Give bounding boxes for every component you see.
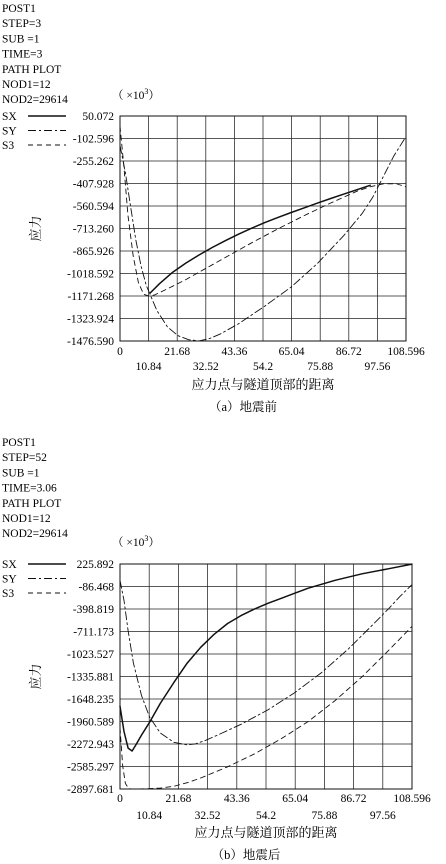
x-tick-label: 97.56 (369, 810, 396, 822)
x-tick-label: 54.2 (252, 361, 274, 373)
multiplier-exponent: 3 (144, 87, 149, 96)
y-axis-label: 应力 (28, 663, 43, 690)
chart-caption: （a）地震前 (208, 400, 278, 414)
y-tick-label: -407.928 (72, 178, 114, 191)
y-tick-label: -2585.297 (67, 761, 114, 774)
header-line: SUB =1 (2, 467, 40, 480)
header-line: TIME=3 (2, 48, 43, 61)
y-tick-label: -1023.527 (67, 649, 114, 661)
y-tick-label: -1476.590 (67, 336, 114, 348)
x-tick-label: 10.84 (136, 810, 163, 822)
y-tick-label: -1648.235 (67, 694, 114, 706)
legend-label: SX (2, 111, 17, 123)
x-tick-label: 108.596 (387, 346, 425, 358)
chart-panel-before-earthquake (0, 0, 446, 420)
header-line: NOD1=12 (2, 79, 51, 91)
y-tick-label: -1171.268 (67, 291, 114, 303)
x-axis-label: 应力点与隧道顶部的距离 (191, 377, 335, 392)
x-tick-label: 21.68 (165, 793, 192, 805)
y-tick-label: -1960.589 (67, 716, 114, 729)
y-axis-label: 应力 (28, 215, 43, 242)
multiplier-label (112, 534, 160, 549)
y-tick-label: -1335.881 (67, 671, 114, 684)
y-tick-label: -1323.924 (67, 313, 114, 326)
x-tick-label: 21.68 (164, 346, 191, 358)
header-line: SUB =1 (2, 33, 40, 46)
y-tick-label: -2272.943 (67, 739, 114, 751)
multiplier-label (112, 87, 160, 102)
header-line: NOD2=29614 (2, 528, 68, 541)
multiplier-text: （ ×10 (112, 90, 145, 102)
x-tick-label: 43.36 (221, 346, 248, 358)
chart-after-earthquake (0, 432, 446, 864)
multiplier-close: ） (148, 90, 160, 102)
header-line: TIME=3.06 (2, 482, 57, 495)
x-tick-label: 43.36 (223, 793, 250, 805)
y-tick-label: 50.072 (82, 111, 114, 123)
x-tick-label: 0 (117, 346, 123, 358)
legend-label: SX (2, 559, 17, 571)
series-line-sx (150, 185, 370, 293)
chart-panel-after-earthquake (0, 432, 446, 864)
y-tick-label: 225.892 (76, 559, 114, 571)
chart-before-earthquake (0, 0, 446, 420)
y-tick-label: -255.262 (72, 156, 114, 168)
header-line: POST1 (2, 3, 36, 15)
header-line: STEP=52 (2, 452, 47, 465)
x-tick-label: 65.04 (282, 793, 309, 805)
header-line: NOD1=12 (2, 513, 51, 525)
y-tick-label: -398.819 (72, 604, 114, 616)
x-tick-label: 86.72 (335, 346, 362, 358)
x-tick-label: 65.04 (278, 346, 305, 358)
x-tick-label: 75.88 (311, 810, 338, 822)
multiplier-close: ） (148, 537, 160, 549)
y-tick-label: -2897.681 (67, 784, 114, 796)
header-line: PATH PLOT (2, 497, 62, 510)
x-tick-label: 10.84 (135, 361, 162, 373)
x-tick-label: 54.2 (255, 810, 277, 822)
legend-label: SY (2, 573, 17, 586)
header-line: POST1 (2, 437, 36, 449)
header-line: PATH PLOT (2, 63, 62, 76)
legend-label: S3 (2, 588, 15, 600)
x-tick-label: 32.52 (194, 810, 221, 822)
x-tick-label: 32.52 (192, 361, 219, 373)
legend-label: S3 (2, 140, 15, 152)
x-tick-label: 108.596 (393, 793, 431, 805)
y-tick-label: -102.596 (72, 133, 114, 146)
x-tick-label: 0 (117, 793, 123, 805)
y-tick-label: -86.468 (78, 581, 114, 594)
chart-caption: （b）地震后 (211, 848, 281, 862)
y-tick-label: -1018.592 (67, 268, 114, 281)
x-axis-label: 应力点与隧道顶部的距离 (194, 825, 338, 840)
y-tick-label: -713.260 (72, 223, 114, 236)
header-line: NOD2=29614 (2, 94, 68, 107)
y-tick-label: -711.173 (73, 626, 114, 639)
legend-label: SY (2, 125, 17, 138)
y-tick-label: -560.594 (72, 201, 114, 213)
x-tick-label: 86.72 (340, 793, 367, 805)
y-tick-label: -865.926 (72, 246, 114, 258)
x-tick-label: 75.88 (307, 361, 334, 373)
header-line: STEP=3 (2, 18, 42, 31)
multiplier-text: （ ×10 (112, 537, 145, 549)
x-tick-label: 97.56 (364, 361, 391, 373)
multiplier-exponent: 3 (144, 534, 149, 543)
